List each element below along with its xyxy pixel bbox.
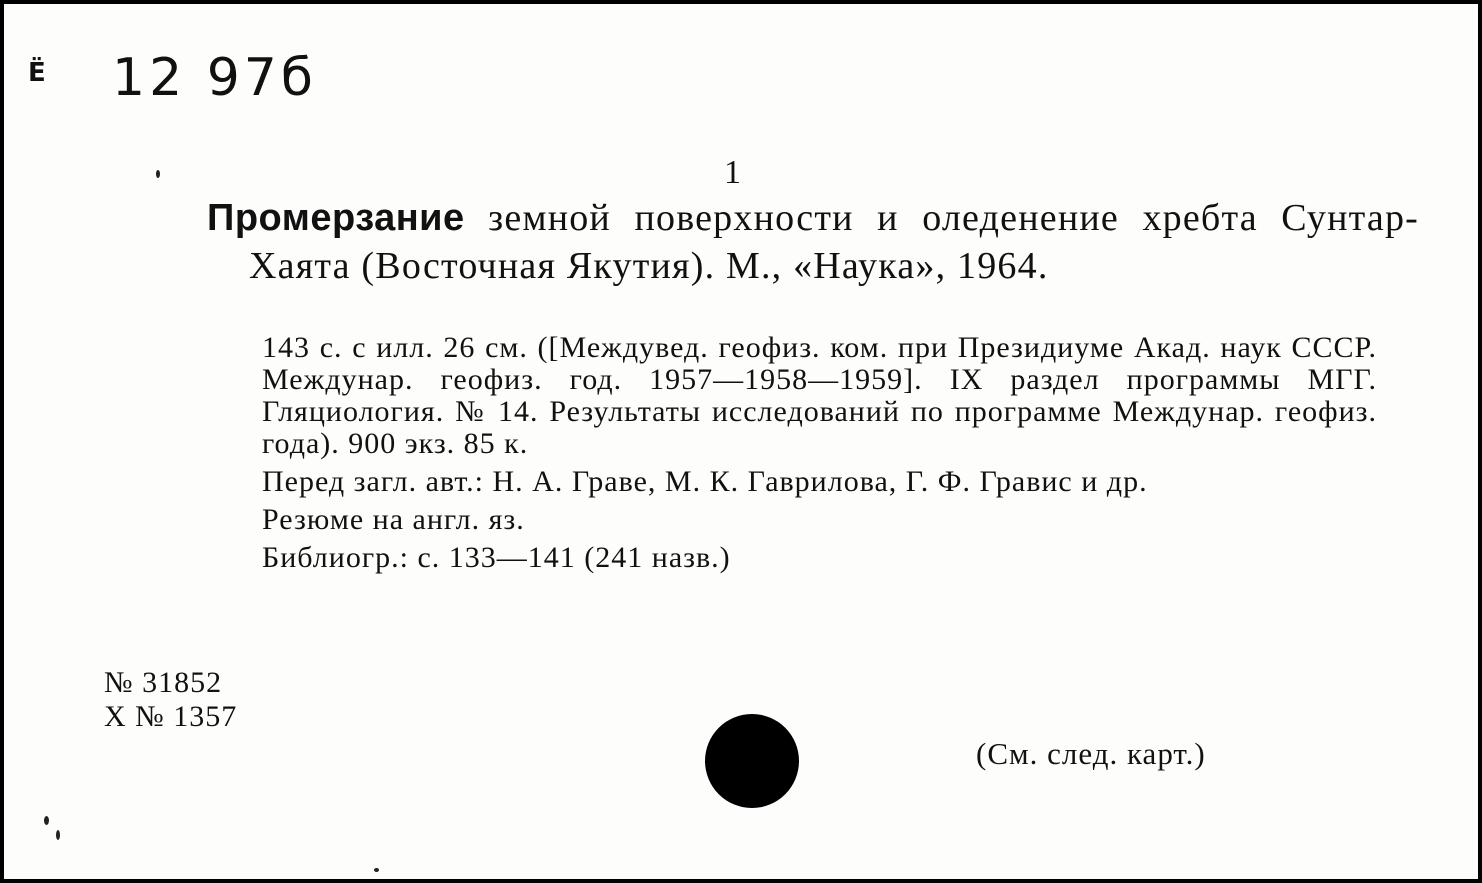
inventory-number-1: № 31852: [104, 666, 223, 699]
title-block: [207, 194, 1419, 290]
ink-speck: [156, 170, 160, 178]
continuation-note: (См. след. карт.): [976, 736, 1206, 771]
ink-speck: [44, 816, 49, 825]
description-block: [207, 332, 1377, 574]
card-number: 1: [724, 154, 741, 191]
ink-speck: [56, 830, 60, 840]
bibliography-note: Библиогр.: с. 133—141 (241 назв.): [262, 541, 731, 574]
inventory-number-2: X № 1357: [104, 700, 238, 733]
handwritten-number: 12 97б: [112, 48, 317, 108]
ink-speck: [374, 868, 379, 872]
title-bold-word: Промерзание: [207, 197, 465, 239]
punch-hole: [705, 714, 799, 808]
authors-note: Перед загл. авт.: Н. А. Граве, М. К. Гаврилова, Г. Ф. Гравис и др.: [262, 465, 1148, 498]
inventory-numbers: [104, 666, 237, 734]
title-rest: земной поверхности и оледенение хребта Сунтар-Хаята (Восточная Якутия). М., «Наука», 1964.: [249, 197, 1420, 287]
physical-description: 143 с. с илл. 26 см. ([Междувед. геофиз. ком. при Президиуме Акад. наук СССР. Междунар. геофиз. год. 1957—1958—1959]. IX раздел программы МГГ. Гляциология. № 14. Результаты исследований по программе Междунар. геофиз. года). 900 экз. 85 к.: [262, 331, 1377, 460]
summary-note: Резюме на англ. яз.: [262, 503, 525, 536]
stamp-mark: Ё: [28, 58, 46, 88]
